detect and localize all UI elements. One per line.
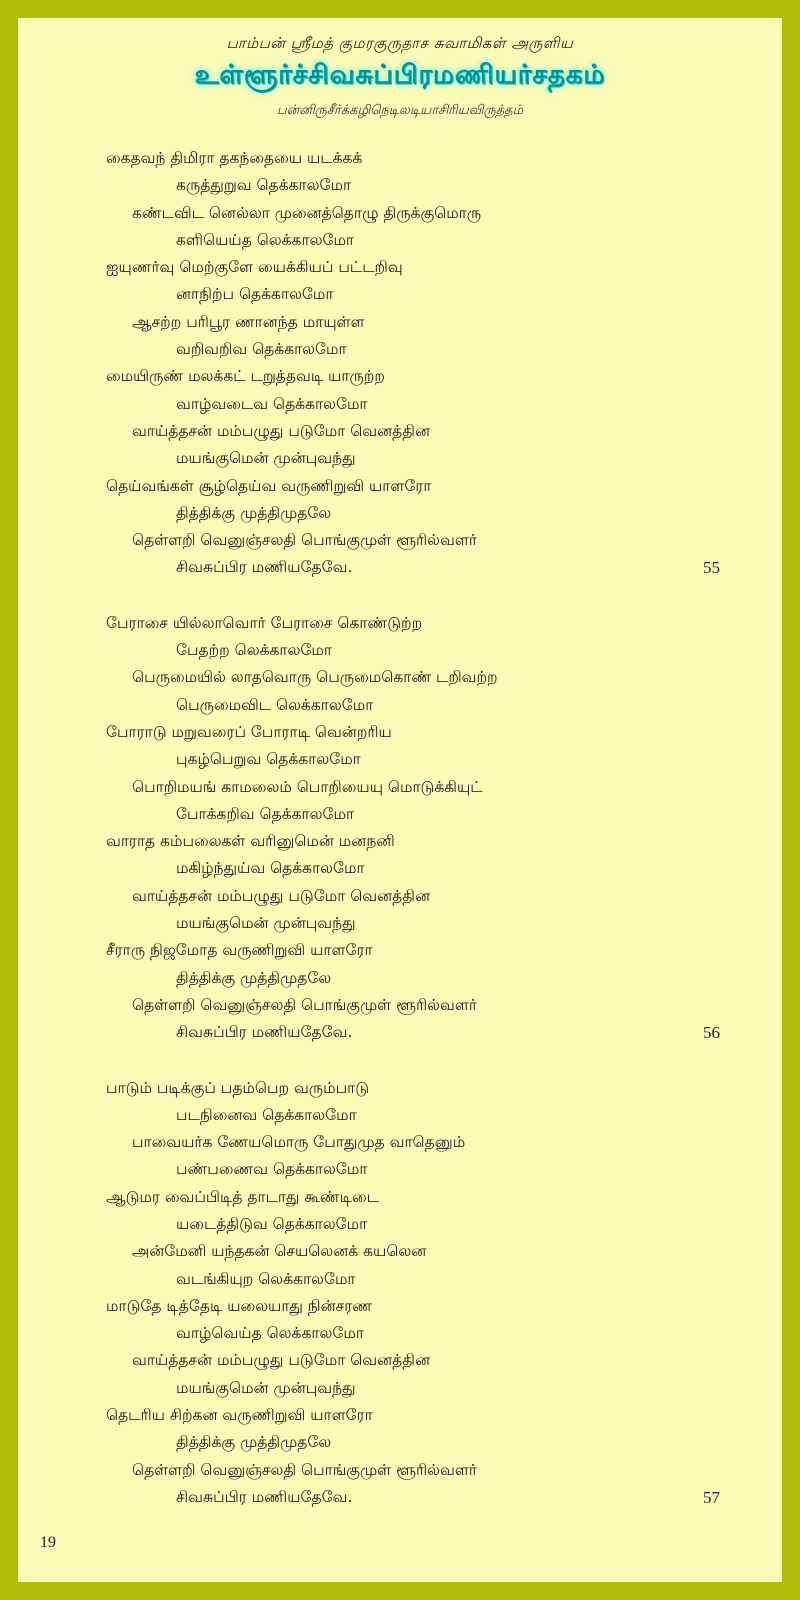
verse-line: மயங்குமென் முன்புவந்து bbox=[176, 914, 356, 933]
verse-line: மயங்குமென் முன்புவந்து bbox=[176, 1378, 356, 1397]
verse-line: படநினைவ தெக்காலமோ bbox=[176, 1105, 357, 1124]
verse-line: ஆசற்ற பரிபூர ணானந்த மாயுள்ள bbox=[132, 312, 365, 331]
verse-line: வடங்கியுற லெக்காலமோ bbox=[176, 1269, 356, 1288]
verse-line: போக்கறிவ தெக்காலமோ bbox=[176, 804, 355, 823]
verse-line: வாய்த்தசன் மம்பழுது படுமோ வெனத்தின bbox=[132, 421, 430, 440]
verse-line: ஐயுணர்வு மெற்குளே யைக்கியப் பட்டறிவு bbox=[106, 258, 403, 277]
verse-line: சிவசுப்பிர மணியதேவே. bbox=[176, 1023, 353, 1042]
verse-line: மையிருண் மலக்கட் டறுத்தவடி யாருற்ற bbox=[106, 367, 385, 386]
verse-line: தெள்ளறி வெனுஞ்சலதி பொங்குமுள் ளூரில்வளர் bbox=[132, 995, 477, 1014]
header bbox=[18, 18, 782, 119]
verse-line: யடைத்திடுவ தெக்காலமோ bbox=[176, 1214, 368, 1233]
verse-line: சிவசுப்பிர மணியதேவே. bbox=[176, 1487, 353, 1506]
verse-line: சிவசுப்பிர மணியதேவே. bbox=[176, 558, 353, 577]
verse-line: வாய்த்தசன் மம்பழுது படுமோ வெனத்தின bbox=[132, 886, 430, 905]
verse-line: தெய்வங்கள் சூழ்தெய்வ வருணிறுவி யாளரோ bbox=[106, 476, 432, 495]
verse-line: கைதவந் திமிரா தகந்தையை யடக்கக் bbox=[106, 149, 363, 167]
verse-number: 57 bbox=[703, 1487, 720, 1507]
verse-stanza bbox=[106, 1075, 782, 1512]
verse-line: பாவையர்க ணேயமொரு போதுமுத வாதெனும் bbox=[132, 1133, 466, 1152]
verse-line: களியெய்த லெக்காலமோ bbox=[176, 230, 355, 249]
verse-line: தித்திக்கு முத்திமுதலே bbox=[176, 1433, 332, 1452]
verse-line: பெருமைவிட லெக்காலமோ bbox=[176, 695, 374, 714]
verse-line: புகழ்பெறுவ தெக்காலமோ bbox=[176, 750, 361, 769]
verse-line: வறிவறிவ தெக்காலமோ bbox=[176, 340, 347, 359]
verse-line: சீராரு நிஜமோத வருணிறுவி யாளரோ bbox=[106, 941, 373, 960]
verse-line: கருத்துறுவ தெக்காலமோ bbox=[176, 176, 352, 195]
verse-line: ஆடுமர வைப்பிடித் தாடாது கூண்டிடை bbox=[106, 1187, 379, 1206]
verse-line: கண்டவிட னெல்லா முனைத்தொழு திருக்குமொரு bbox=[132, 203, 482, 222]
verse-line: பெருமையில் லாதவொரு பெருமைகொண் டறிவற்ற bbox=[132, 668, 498, 687]
verse-line: வாராத கம்பலைகள் வரினுமென் மனநனி bbox=[106, 832, 395, 851]
verse-stanza bbox=[106, 145, 782, 582]
author-line: பாம்பன் ஸ்ரீமத் குமரகுருதாச சுவாமிகள் அருளிய bbox=[226, 34, 574, 52]
verse-line: தெள்ளறி வெனுஞ்சலதி பொங்குமுள் ளூரில்வளர் bbox=[132, 531, 477, 550]
verse-line: பண்பணைவ தெக்காலமோ bbox=[176, 1160, 368, 1179]
verse-line: பேதற்ற லெக்காலமோ bbox=[176, 641, 332, 660]
verse-line: மாடுதே டித்தேடி யலையாது நின்சரண bbox=[106, 1296, 372, 1315]
verses-container bbox=[18, 145, 782, 1511]
verse-line: பாடும் படிக்குப் பதம்பெற வரும்பாடு bbox=[106, 1078, 370, 1097]
verse-line: வாழ்வடைவ தெக்காலமோ bbox=[176, 394, 368, 413]
verse-line: பேராசை யில்லாவொர் பேராசை கொண்டுற்ற bbox=[106, 613, 423, 632]
verse-line: னாநிற்ப தெக்காலமோ bbox=[176, 285, 334, 304]
meter-subtitle: பன்னிருசீர்க்கழிநெடிலடியாசிரியவிருத்தம் bbox=[276, 103, 524, 118]
verse-line: தித்திக்கு முத்திமுதலே bbox=[176, 503, 332, 522]
verse-line: போராடு மறுவரைப் போராடி வென்றரிய bbox=[106, 722, 392, 741]
verse-line: மயங்குமென் முன்புவந்து bbox=[176, 449, 356, 468]
page bbox=[18, 18, 782, 1582]
verse-number: 55 bbox=[703, 558, 720, 578]
verse-line: தித்திக்கு முத்திமுதலே bbox=[176, 968, 332, 987]
verse-stanza bbox=[106, 610, 782, 1047]
verse-line: மகிழ்ந்துய்வ தெக்காலமோ bbox=[176, 859, 365, 878]
verse-line: பொறிமயங் காமலைம் பொறியையு மொடுக்கியுட் bbox=[132, 777, 483, 796]
verse-line: தெள்ளறி வெனுஞ்சலதி பொங்குமுள் ளூரில்வளர் bbox=[132, 1460, 477, 1479]
verse-line: தெடரிய சிற்கன வருணிறுவி யாளரோ bbox=[106, 1406, 373, 1425]
verse-number: 56 bbox=[703, 1023, 720, 1043]
page-title: உள்ளூர்ச்சிவசுப்பிரமணியர்சதகம் bbox=[194, 60, 606, 90]
verse-line: அன்மேனி யந்தகன் செயலெனக் கயலென bbox=[132, 1242, 427, 1261]
verse-line: வாய்த்தசன் மம்பழுது படுமோ வெனத்தின bbox=[132, 1351, 430, 1370]
verse-line: வாழ்வெய்த லெக்காலமோ bbox=[176, 1324, 364, 1343]
page-number: 19 bbox=[40, 1534, 56, 1551]
